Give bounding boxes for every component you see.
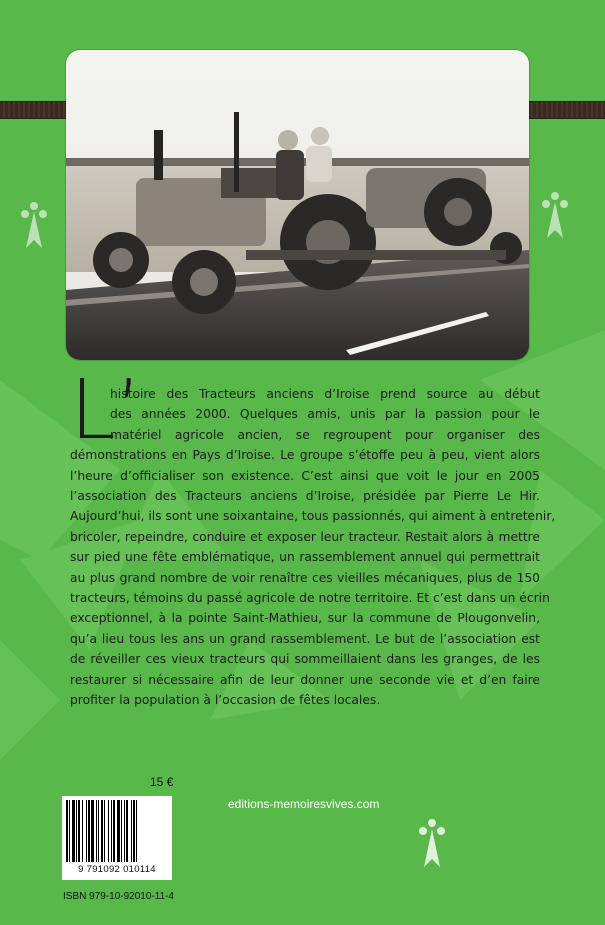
price: 15 € [150,775,174,789]
description-text [70,384,556,711]
text-line: au plus grand nombre de voir renaître ces vieilles mécaniques, plus de 150 [70,570,540,585]
drop-cap: L’ [70,363,142,458]
ribbon-right [528,101,605,119]
text-line: des années 2000. Quelques amis, unis par la passion pour le [110,407,540,422]
text-line: exceptionnel, à la pointe Saint-Mathieu, sur la commune de Plougonvelin, [70,611,540,626]
hermine-icon [14,200,54,260]
hermine-icon [535,190,575,250]
text-line: profiter la population à l’occasion de fêtes locales. [70,693,381,708]
text-line: démonstrations en Pays d’Iroise. Le groupe s’étoffe peu à peu, vient alors [70,448,540,463]
text-line: Aujourd’hui, ils sont une soixantaine, tous passionnés, qui aiment à entretenir, [70,509,556,524]
barcode-number: 9 791092 010114 [78,864,156,875]
text-line: sur pied une fête emblématique, un rassemblement annuel qui permettrait [70,550,540,565]
text-line: l’heure d’officialiser son existence. C’est ainsi que voit le jour en 2005 [70,468,540,483]
text-line: restaurer si nécessaire afin de leur donner une seconde vie et d’en faire [70,672,540,687]
hermine-icon [412,812,452,882]
text-line: l’association des Tracteurs anciens d’Iroise, présidée par Pierre Le Hir. [70,489,540,504]
tractor-photo [66,50,529,360]
isbn: ISBN 979-10-92010-11-4 [63,891,174,902]
text-line: de réveiller ces vieux tracteurs qui sommeillaient dans les granges, de les [70,652,540,667]
publisher-website[interactable]: editions-memoiresvives.com [228,797,380,811]
text-line: qu’a lieu tous les ans un grand rassemblement. Le but de l’association est [70,631,540,646]
text-line: bricoler, repeindre, conduire et exposer leur tracteur. Restait alors à mettre [70,529,540,544]
text-line: matériel agricole ancien, se regroupent pour organiser des [110,427,540,442]
text-line: histoire des Tracteurs anciens d’Iroise prend source au début [110,387,540,401]
ribbon-left [0,101,70,119]
text-line: tracteurs, témoins du passé agricole de notre territoire. Et c’est dans un écrin [70,591,550,606]
